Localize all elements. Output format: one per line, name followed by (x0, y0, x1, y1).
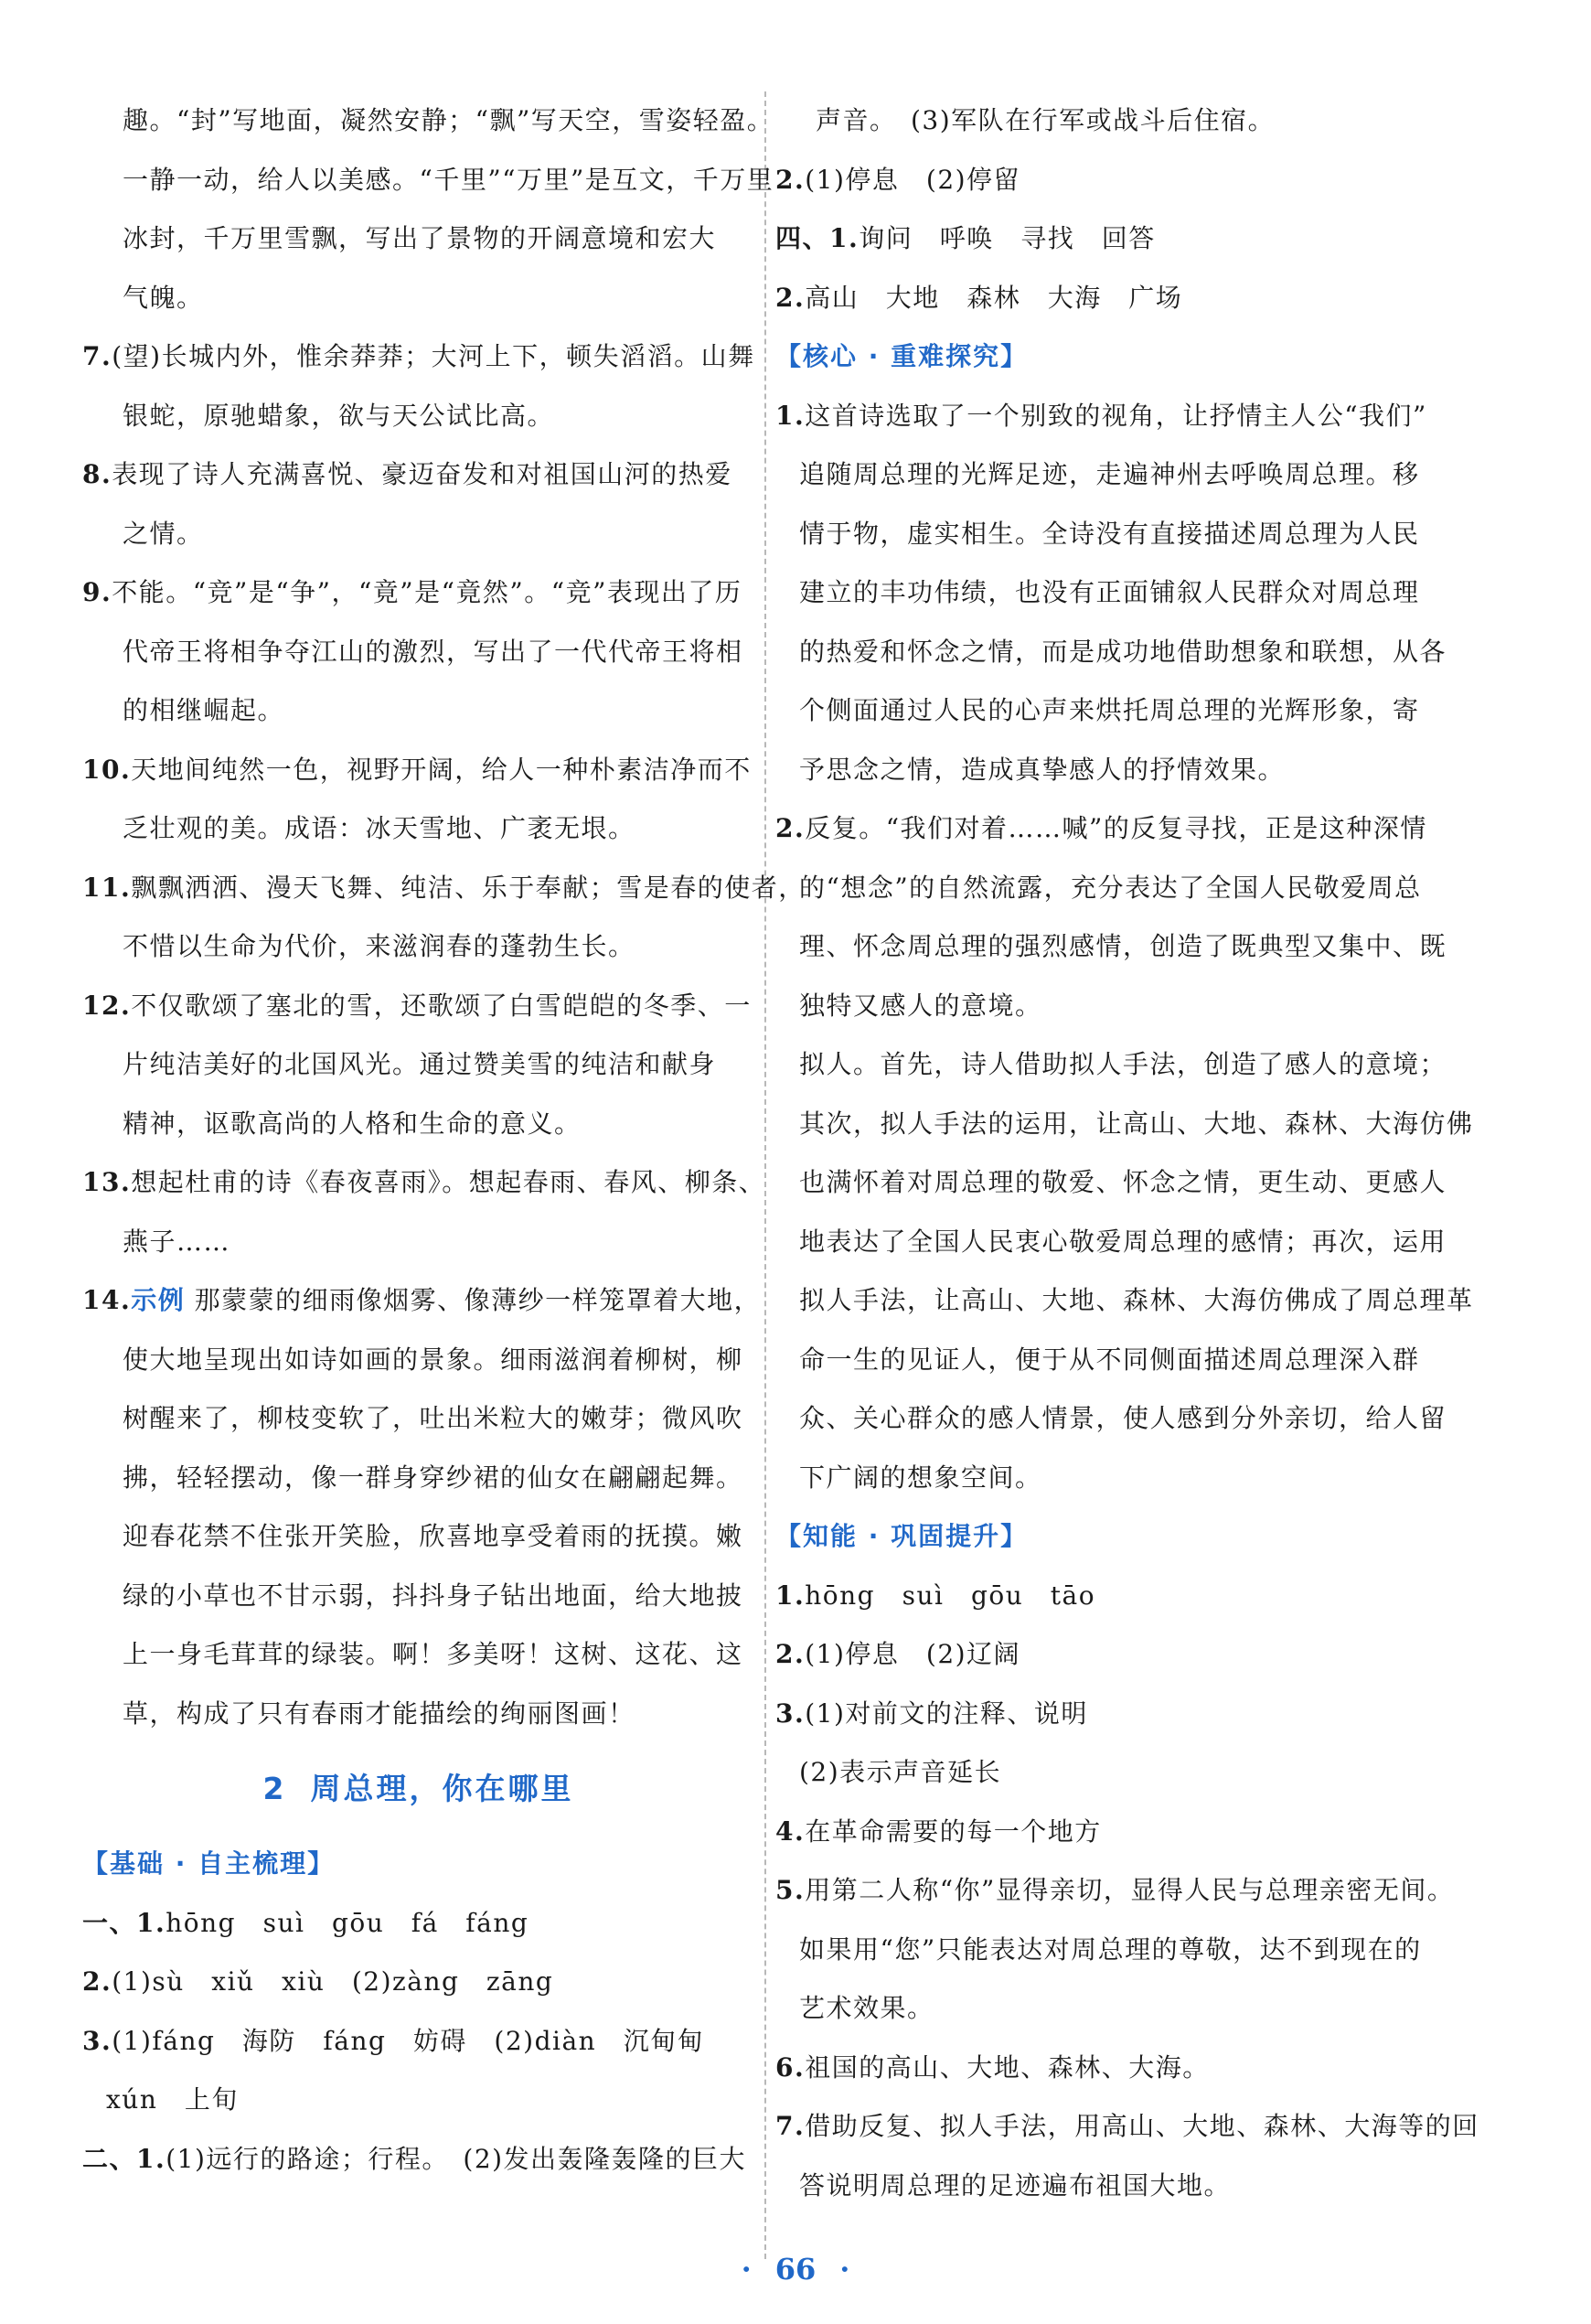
answer-continuation-line (82, 209, 754, 269)
page-dot-right: · (839, 2252, 850, 2287)
answer-number: 1. (775, 400, 806, 431)
answer-line (775, 2097, 1479, 2157)
section-heading-basics: 【基础 · 自主梳理】 (82, 1848, 336, 1879)
answer-text: 命一生的见证人，便于从不同侧面描述周总理深入群 (799, 1344, 1420, 1375)
answer-line (775, 387, 1461, 446)
answer-number: 4. (775, 1815, 806, 1847)
answer-text: 表现了诗人充满喜悦、豪迈奋发和对祖国山河的热爱 (112, 459, 732, 489)
answer-text: 燕子…… (123, 1226, 231, 1257)
answer-text: 想起杜甫的诗《春夜喜雨》。想起春雨、春风、柳条、 (131, 1167, 766, 1197)
answer-line (775, 2039, 1461, 2098)
answer-continuation-line (775, 1449, 1461, 1508)
answer-line (82, 2130, 754, 2190)
answer-text: 迎春花禁不住张开笑脸，欣喜地享受着雨的抚摸。嫩 (123, 1521, 743, 1551)
answer-continuation-line (82, 623, 754, 682)
answer-line (82, 2012, 754, 2072)
answer-text: 理、怀念周总理的强烈感情，创造了既典型又集中、既 (799, 931, 1447, 961)
answer-continuation-line (82, 1567, 754, 1626)
answer-text: 建立的丰功伟绩，也没有正面铺叙人民群众对周总理 (799, 577, 1420, 607)
answer-number: 9. (82, 577, 112, 607)
answer-text: 这首诗选取了一个别致的视角，让抒情主人公“我们” (805, 400, 1427, 431)
answer-text: 借助反复、拟人手法，用高山、大地、森林、大海等的回 (805, 2111, 1479, 2141)
answer-continuation-line (82, 1685, 754, 1744)
answer-continuation-line (82, 1095, 754, 1154)
answer-line (82, 1153, 766, 1213)
answer-continuation-line (82, 2071, 754, 2130)
answer-continuation-line (775, 1153, 1461, 1213)
answer-number: 2. (82, 1966, 112, 1997)
answer-continuation-line (82, 917, 754, 977)
answer-text: 上一身毛茸茸的绿装。啊！多美呀！这树、这花、这 (123, 1639, 743, 1669)
answer-line (775, 1567, 1461, 1626)
answer-text: 询问 呼唤 寻找 回答 (859, 223, 1156, 253)
answer-line (82, 977, 754, 1036)
answer-text: 一静一动，给人以美感。“千里”“万里”是互文，千万里 (123, 164, 774, 195)
answer-continuation-line (775, 977, 1461, 1036)
answer-text: 也满怀着对周总理的敬爱、怀念之情，更生动、更感人 (799, 1167, 1447, 1197)
answer-text: 代帝王将相争夺江山的激烈，写出了一代代帝王将相 (123, 636, 743, 667)
answer-continuation-line (775, 1921, 1461, 1980)
answer-continuation-line (775, 1743, 1461, 1803)
answer-line (775, 799, 1461, 859)
answer-text: 天地间纯然一色，视野开阔，给人一种朴素洁净而不 (131, 754, 752, 785)
answer-number: 6. (775, 2051, 806, 2083)
answer-line (82, 859, 806, 918)
answer-continuation-line (775, 623, 1461, 682)
answer-number: 5. (775, 1875, 806, 1905)
answer-line (82, 445, 754, 505)
left-answers-block (82, 91, 806, 1743)
answer-text: 的热爱和怀念之情，而是成功地借助想象和联想，从各 (799, 636, 1447, 667)
answer-number: 8. (82, 459, 112, 489)
answer-text: (1)对前文的注释、说明 (805, 1697, 1088, 1729)
answer-number: 四、1. (775, 223, 860, 253)
answer-text: 不能。“竞”是“争”，“竟”是“竟然”。“竞”表现出了历 (112, 577, 742, 607)
answer-number: 12. (82, 990, 132, 1021)
answer-text: 情于物，虚实相生。全诗没有直接描述周总理为人民 (799, 518, 1420, 549)
answer-continuation-line (82, 269, 754, 328)
answer-text: 冰封，千万里雪飘，写出了景物的开阔意境和宏大 (123, 223, 717, 253)
answer-continuation-line (775, 1213, 1461, 1272)
left-column (82, 91, 806, 2189)
answer-continuation-line (82, 151, 774, 210)
answer-number: 7. (775, 2111, 806, 2141)
answer-continuation-line (775, 2157, 1461, 2216)
section-heading-consolidate: 【知能 · 巩固提升】 (775, 1521, 1029, 1551)
answer-continuation-line (775, 445, 1461, 505)
answer-number: 2. (775, 282, 806, 313)
answer-number: 10. (82, 754, 132, 785)
answer-text: 使大地呈现出如诗如画的景象。细雨滋润着柳树，柳 (123, 1344, 743, 1375)
answer-text: 那蒙蒙的细雨像烟雾、像薄纱一样笼罩着大地， (185, 1285, 762, 1315)
answer-continuation-line (775, 91, 1461, 151)
answer-text: 飘飘洒洒、漫天飞舞、纯洁、乐于奉献；雪是春的使者， (131, 872, 806, 903)
answer-text: 答说明周总理的足迹遍布祖国大地。 (799, 2169, 1232, 2201)
answer-number: 11. (82, 872, 132, 903)
answer-number: 13. (82, 1167, 132, 1197)
answer-continuation-line (775, 1271, 1474, 1331)
answer-continuation-line (775, 1979, 1461, 2039)
answer-text: xún 上旬 (106, 2084, 239, 2115)
answer-text: hōng suì gōu tāo (805, 1580, 1096, 1611)
answer-line (82, 563, 754, 623)
basics-answers-block (82, 1894, 754, 2190)
answer-continuation-line (82, 91, 774, 151)
answer-text: 拟人。首先，诗人借助拟人手法，创造了感人的意境； (799, 1049, 1447, 1079)
answer-line (775, 151, 1461, 210)
answer-line (775, 1625, 1461, 1685)
answer-number: 二、1. (82, 2143, 166, 2174)
answer-text: hōng suì gōu fá fáng (166, 1907, 529, 1938)
answer-text: 地表达了全国人民衷心敬爱周总理的感情；再次，运用 (799, 1226, 1447, 1257)
answer-text: 拂，轻轻摆动，像一群身穿纱裙的仙女在翩翩起舞。 (123, 1462, 743, 1493)
answer-continuation-line (82, 387, 754, 446)
core-answers-block (775, 387, 1474, 1508)
answer-continuation-line (82, 799, 754, 859)
answer-number: 3. (82, 2025, 112, 2056)
example-label: 示例 (131, 1285, 186, 1315)
answer-line (775, 1685, 1461, 1744)
answer-continuation-line (82, 1625, 754, 1685)
answer-text: (1)远行的路途；行程。 (2)发出轰隆轰隆的巨大 (166, 2143, 747, 2174)
answer-continuation-line (775, 859, 1461, 918)
answer-text: 树醒来了，柳枝变软了，吐出米粒大的嫩芽；微风吹 (123, 1403, 743, 1433)
page-number-text: 66 (774, 2252, 817, 2287)
answer-text: (望)长城内外，惟余莽莽；大河上下，顿失滔滔。山舞 (112, 341, 755, 371)
answer-line (775, 1803, 1461, 1862)
answer-continuation-line (82, 1035, 754, 1095)
answer-text: (2)表示声音延长 (799, 1757, 1002, 1787)
right-column (775, 91, 1479, 2215)
answer-text: 高山 大地 森林 大海 广场 (805, 282, 1183, 313)
answer-line (82, 741, 754, 800)
section-heading-core: 【核心 · 重难探究】 (775, 341, 1029, 371)
answer-text: 艺术效果。 (799, 1993, 934, 2023)
answer-text: 乏壮观的美。成语：冰天雪地、广袤无垠。 (123, 813, 635, 843)
answer-continuation-line (775, 1331, 1461, 1390)
answer-line (82, 1271, 762, 1331)
answer-text: 其次，拟人手法的运用，让高山、大地、森林、大海仿佛 (799, 1108, 1474, 1139)
answer-number: 2. (775, 813, 806, 843)
page-dot-left: · (741, 2252, 752, 2287)
answer-text: 众、关心群众的感人情景，使人感到分外亲切，给人留 (799, 1403, 1447, 1433)
page-number (0, 2252, 1591, 2287)
answer-text: (1)sù xiǔ xiù (2)zàng zāng (112, 1966, 554, 1997)
answer-number: 7. (82, 341, 112, 371)
answer-text: 下广阔的想象空间。 (799, 1462, 1042, 1493)
answer-line (82, 1953, 754, 2012)
lesson-number: 2 (262, 1771, 287, 1806)
answer-continuation-line (82, 1507, 754, 1567)
answer-text: 的“想念”的自然流露，充分表达了全国人民敬爱周总 (799, 872, 1422, 903)
answer-continuation-line (82, 505, 754, 564)
answer-text: 予思念之情，造成真挚感人的抒情效果。 (799, 754, 1286, 785)
answer-text: (1)停息 (2)辽阔 (805, 1639, 1021, 1669)
answer-text: 之情。 (123, 518, 204, 549)
answer-text: 气魄。 (123, 282, 204, 313)
answer-text: 的相继崛起。 (123, 695, 285, 725)
answer-line (82, 327, 754, 387)
answer-continuation-line (82, 1389, 754, 1449)
answer-text: 在革命需要的每一个地方 (805, 1815, 1102, 1847)
answer-continuation-line (775, 681, 1461, 741)
answer-continuation-line (82, 681, 754, 741)
answer-text: 片纯洁美好的北国风光。通过赞美雪的纯洁和献身 (123, 1049, 717, 1079)
answer-number: 1. (775, 1580, 806, 1611)
answer-text: 用第二人称“你”显得亲切，显得人民与总理亲密无间。 (805, 1875, 1455, 1905)
answer-continuation-line (82, 1331, 754, 1390)
answer-text: 独特又感人的意境。 (799, 990, 1042, 1021)
answer-continuation-line (775, 741, 1461, 800)
answer-continuation-line (82, 1213, 754, 1272)
consolidate-answers-block (775, 1567, 1479, 2216)
answer-text: 不惜以生命为代价，来滋润春的蓬勃生长。 (123, 931, 635, 961)
answer-continuation-line (775, 505, 1461, 564)
answer-line (82, 1894, 754, 1954)
answer-text: 绿的小草也不甘示弱，抖抖身子钻出地面，给大地披 (123, 1580, 743, 1611)
answer-continuation-line (775, 1389, 1461, 1449)
answer-number: 14. (82, 1285, 132, 1315)
answer-number: 一、1. (82, 1907, 166, 1938)
answer-text: 银蛇，原驰蜡象，欲与天公试比高。 (123, 400, 555, 431)
answer-text: 拟人手法，让高山、大地、森林、大海仿佛成了周总理革 (799, 1285, 1474, 1315)
answer-number: 2. (775, 164, 806, 195)
right-top-answers-block (775, 91, 1461, 327)
answer-continuation-line (775, 917, 1461, 977)
answer-text: 趣。“封”写地面，凝然安静；“飘”写天空，雪姿轻盈。 (123, 105, 774, 135)
answer-continuation-line (775, 563, 1461, 623)
answer-text: 不仅歌颂了塞北的雪，还歌颂了白雪皑皑的冬季、一 (131, 990, 752, 1021)
lesson-title-text: 周总理，你在哪里 (310, 1771, 574, 1806)
answer-line (775, 209, 1461, 269)
answer-text: 祖国的高山、大地、森林、大海。 (805, 2051, 1210, 2083)
answer-text: 反复。“我们对着……喊”的反复寻找，正是这种深情 (805, 813, 1427, 843)
answer-text: 追随周总理的光辉足迹，走遍神州去呼唤周总理。移 (799, 459, 1420, 489)
answer-text: 精神，讴歌高尚的人格和生命的意义。 (123, 1108, 582, 1139)
answer-number: 2. (775, 1639, 806, 1669)
answer-text: (1)停息 (2)停留 (805, 164, 1021, 195)
answer-line (775, 1861, 1461, 1921)
lesson-title (82, 1743, 754, 1835)
answer-continuation-line (775, 1035, 1461, 1095)
answer-text: (1)fáng 海防 fáng 妨碍 (2)diàn 沉甸甸 (112, 2025, 705, 2056)
answer-number: 3. (775, 1697, 806, 1729)
answer-text: 个侧面通过人民的心声来烘托周总理的光辉形象，寄 (799, 695, 1420, 725)
answer-continuation-line (82, 1449, 754, 1508)
answer-text: 草，构成了只有春雨才能描绘的绚丽图画！ (123, 1697, 635, 1729)
answer-text: 如果用“您”只能表达对周总理的尊敬，达不到现在的 (799, 1933, 1422, 1965)
answer-line (775, 269, 1461, 328)
answer-continuation-line (775, 1095, 1474, 1154)
answer-text: 声音。 (3)军队在行军或战斗后住宿。 (816, 105, 1276, 135)
